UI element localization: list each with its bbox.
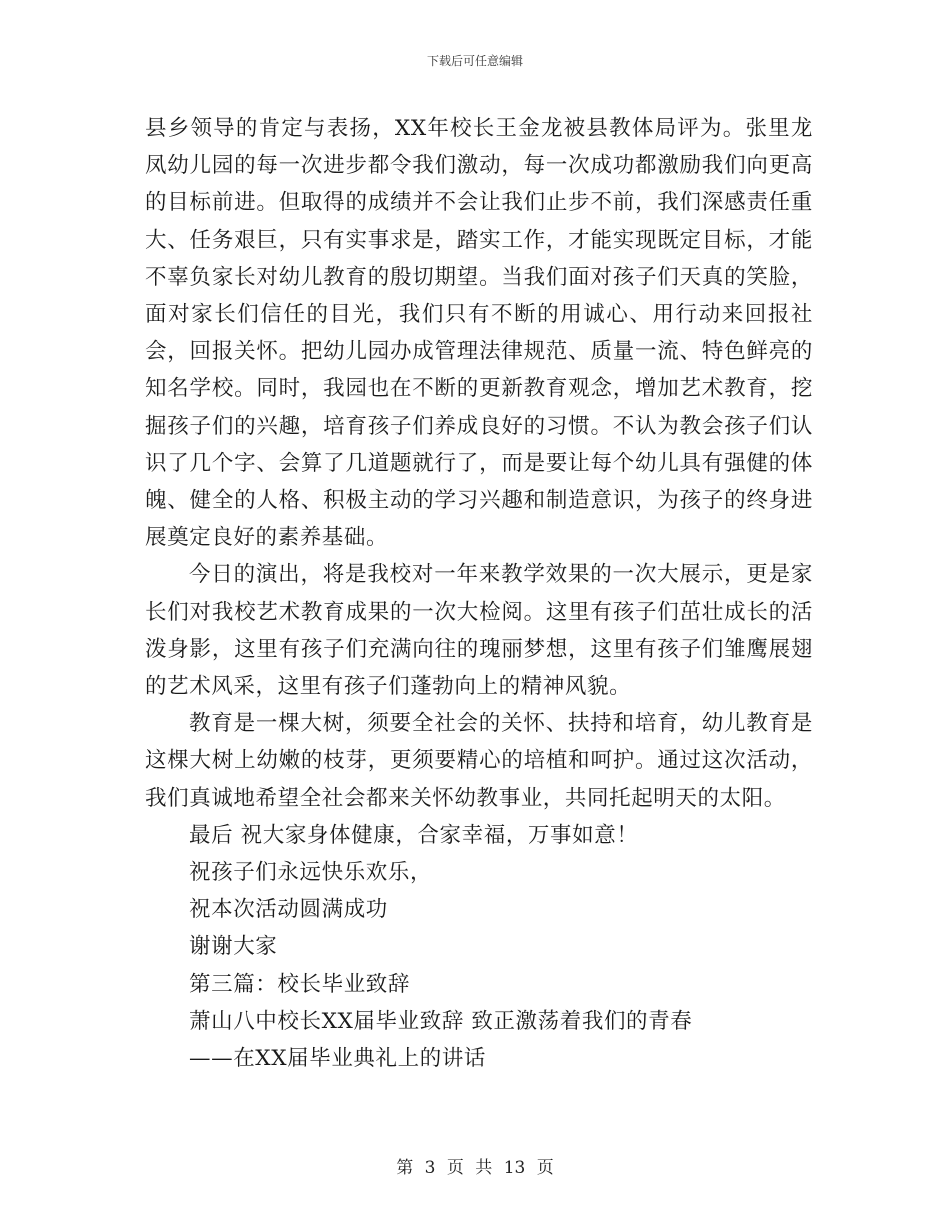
paragraph-continued: 县乡领导的肯定与表扬，XX年校长王金龙被县教体局评为。张里龙凤幼儿园的每一次进步都令我们激动，每一次成功都激励我们向更高的目标前进。但取得的成绩并不会让我们止步不前，我们深感责任重大、任务艰巨，只有实事求是，踏实工作，才能实现既定目标，才能不辜负家长对幼儿教育的殷切期望。当我们面对孩子们天真的笑脸，面对家长们信任的目光，我们只有不断的用诚心、用行动来回报社会，回报关怀。把幼儿园办成管理法律规范、质量一流、特色鲜亮的知名学校。同时，我园也在不断的更新教育观念，增加艺术教育，挖掘孩子们的兴趣，培育孩子们养成良好的习惯。不认为教会孩子们认识了几个字、会算了几道题就行了，而是要让每个幼儿具有强健的体魄、健全的人格、积极主动的学习兴趣和制造意识，为孩子的终身进展奠定良好的素养基础。 xyxy=(145,116,813,551)
closing-children-line: 祝孩子们永远快乐欢乐， xyxy=(189,860,433,886)
closing-thanks-line: 谢谢大家 xyxy=(189,934,278,960)
closing-wish-line: 最后 祝大家身体健康，合家幸福，万事如意！ xyxy=(189,822,639,848)
speech-title: 萧山八中校长XX届毕业致辞 致正激荡着我们的青春 xyxy=(189,1008,693,1034)
paragraph-education-tree: 教育是一棵大树，须要全社会的关怀、扶持和培育，幼儿教育是这棵大树上幼嫩的枝芽，更须要精心的培植和呵护。通过这次活动，我们真诚地希望全社会都来关怀幼教事业，共同托起明天的太阳。 xyxy=(145,711,813,811)
speech-subtitle: ——在XX届毕业典礼上的讲话 xyxy=(189,1046,487,1072)
page-number-footer: 第 3 页 共 13 页 xyxy=(396,1158,554,1178)
page-header: 下载后可任意编辑 xyxy=(426,54,523,68)
paragraph-performance: 今日的演出，将是我校对一年来教学效果的一次大展示，更是家长们对我校艺术教育成果的一次大检阅。这里有孩子们茁壮成长的活泼身影，这里有孩子们充满向往的瑰丽梦想，这里有孩子们雏鹰展翅的艺术风采，这里有孩子们蓬勃向上的精神风貌。 xyxy=(145,562,813,700)
closing-event-line: 祝本次活动圆满成功 xyxy=(189,897,388,923)
section-heading: 第三篇：校长毕业致辞 xyxy=(189,971,411,997)
document-body xyxy=(145,110,813,1077)
